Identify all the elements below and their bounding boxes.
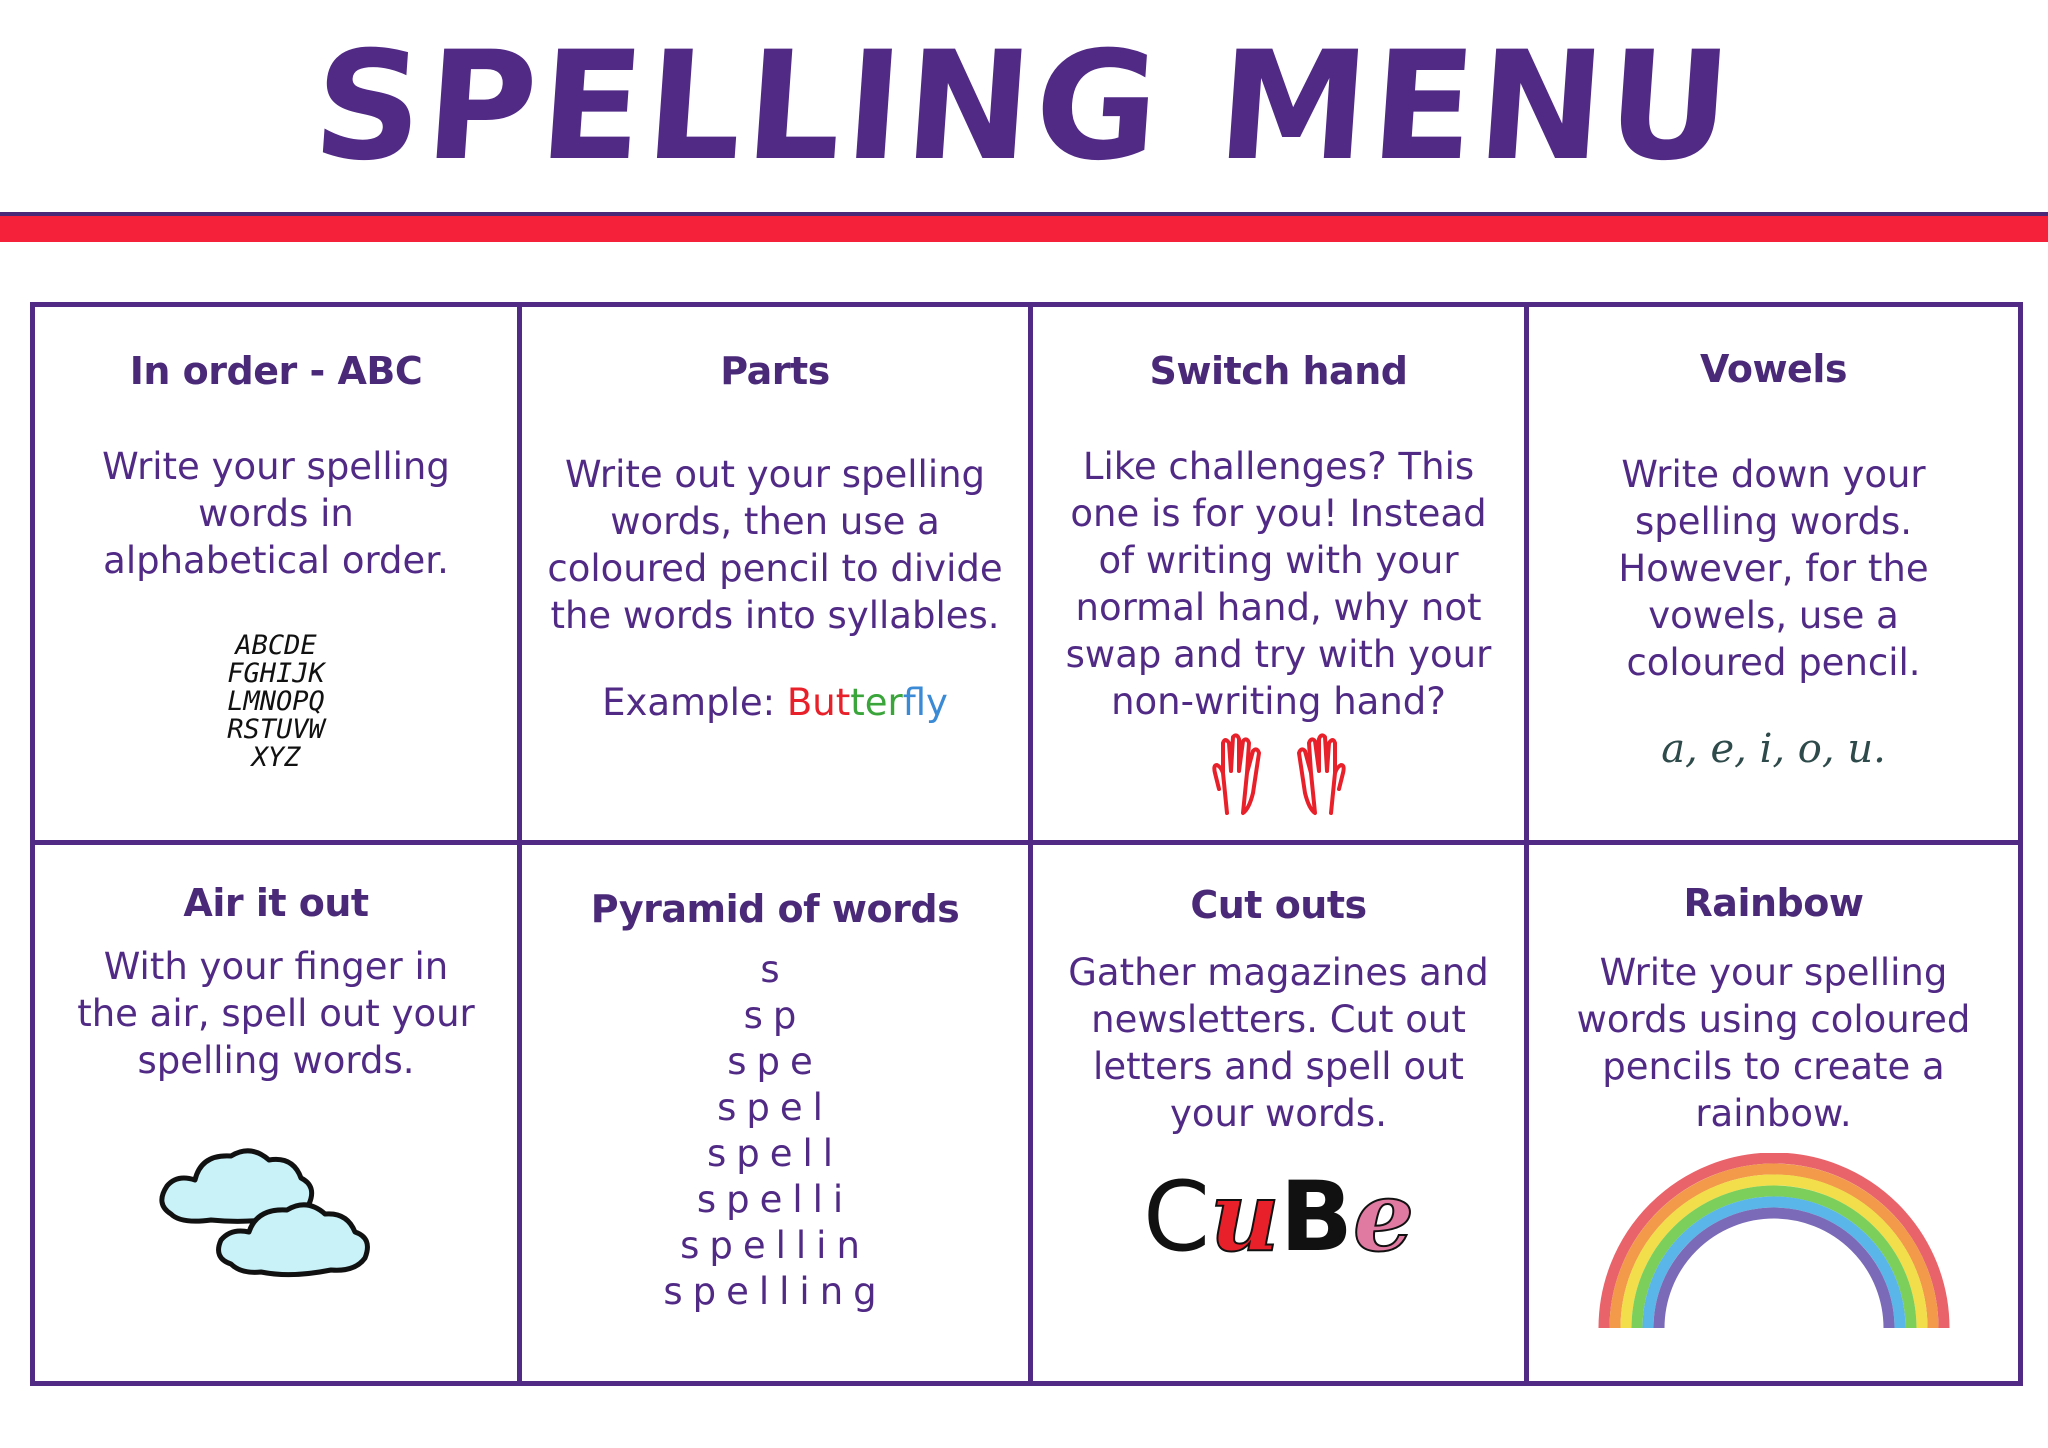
cell-heading: Rainbow (1683, 881, 1864, 925)
cell-text-line: words using coloured (1576, 998, 1971, 1041)
cell-text-line: Like challenges? This (1082, 445, 1475, 488)
cell-text-line: spelling words. (137, 1039, 415, 1082)
alphabet-row: XYZ (251, 742, 301, 773)
pyramid-row: sp (743, 994, 807, 1037)
cell-text-line: words, then use a (610, 500, 940, 543)
alphabet-row: LMNOPQ (227, 686, 325, 717)
pyramid-row: spellin (680, 1224, 870, 1267)
alphabet-row: ABCDE (235, 630, 317, 661)
cell-text-line: With your finger in (103, 945, 449, 988)
cell-text-line: letters and spell out (1093, 1045, 1464, 1088)
menu-cell-parts (522, 307, 1028, 840)
page-title: SPELLING MENU (308, 20, 1740, 194)
cell-text-line: Write your spelling (102, 445, 450, 488)
cell-heading: In order - ABC (129, 349, 423, 393)
cell-heading: Switch hand (1149, 349, 1408, 393)
cutout-letter: u (1209, 1160, 1280, 1273)
cell-heading: Air it out (183, 881, 369, 925)
cell-heading: Vowels (1700, 347, 1847, 391)
cell-text-line: the words into syllables. (550, 594, 1000, 637)
cell-text-line: Write out your spelling (564, 453, 986, 496)
vowels-example: a, e, i, o, u. (1661, 726, 1886, 772)
two-hands-icon (1209, 733, 1349, 817)
title-divider (0, 212, 2048, 242)
cutout-letters (1033, 1160, 1524, 1273)
cell-text-line: alphabetical order. (103, 539, 449, 582)
pyramid-row: spel (717, 1086, 833, 1129)
menu-cell-air-it-out (35, 845, 517, 1381)
alphabet-row: RSTUVW (227, 714, 325, 745)
cell-text-line: coloured pencil. (1626, 641, 1921, 684)
menu-cell-vowels (1529, 307, 2018, 840)
cell-text-line: normal hand, why not (1075, 586, 1482, 629)
example-line (522, 681, 1028, 724)
cell-text-line: rainbow. (1695, 1092, 1852, 1135)
cell-text-line: coloured pencil to divide (547, 547, 1003, 590)
example-label: Example: (602, 681, 776, 724)
cell-text-line: spelling words. (1634, 500, 1913, 543)
cell-text-line: Gather magazines and (1068, 951, 1489, 994)
cell-heading: Parts (720, 349, 830, 393)
cell-text-line: newsletters. Cut out (1091, 998, 1466, 1041)
menu-grid (30, 302, 2023, 1386)
cutout-letter: B (1279, 1161, 1353, 1273)
cell-text-line: vowels, use a (1648, 594, 1899, 637)
cell-text-line: pencils to create a (1602, 1045, 1945, 1088)
cell-text-line: words in (198, 492, 354, 535)
syllable: fly (902, 681, 948, 724)
cell-heading: Cut outs (1190, 883, 1367, 927)
cell-text-line: swap and try with your (1065, 633, 1492, 676)
cell-text-line: one is for you! Instead (1070, 492, 1487, 535)
alphabet-row: FGHIJK (227, 658, 325, 689)
cutout-letter: C (1142, 1161, 1210, 1273)
menu-cell-switch-hand (1033, 307, 1524, 840)
cell-heading: Pyramid of words (590, 887, 960, 931)
pyramid-row: spelli (696, 1178, 854, 1221)
menu-cell-cut-outs (1033, 845, 1524, 1381)
pyramid-row: s (760, 948, 790, 991)
syllable: ter (850, 681, 903, 724)
syllable: But (786, 681, 851, 724)
cell-text-line: However, for the (1618, 547, 1929, 590)
pyramid-row: spell (706, 1132, 844, 1175)
cell-text-line: Write your spelling (1599, 951, 1948, 994)
pyramid-row: spe (727, 1040, 823, 1083)
cell-text-line: the air, spell out your (77, 992, 475, 1035)
cell-text-line: your words. (1170, 1092, 1387, 1135)
pyramid-row: spelling (663, 1270, 887, 1313)
rainbow-icon (1594, 1153, 1954, 1333)
clouds-icon (151, 1134, 401, 1284)
menu-cell-rainbow (1529, 845, 2018, 1381)
cell-text-line: Write down your (1621, 453, 1926, 496)
cell-text-line: non-writing hand? (1111, 680, 1446, 723)
alphabet-doodle (35, 632, 517, 772)
menu-cell-in-order (35, 307, 517, 840)
cell-text-line: of writing with your (1098, 539, 1459, 582)
cutout-letter: e (1352, 1160, 1415, 1273)
menu-cell-pyramid (522, 845, 1028, 1381)
